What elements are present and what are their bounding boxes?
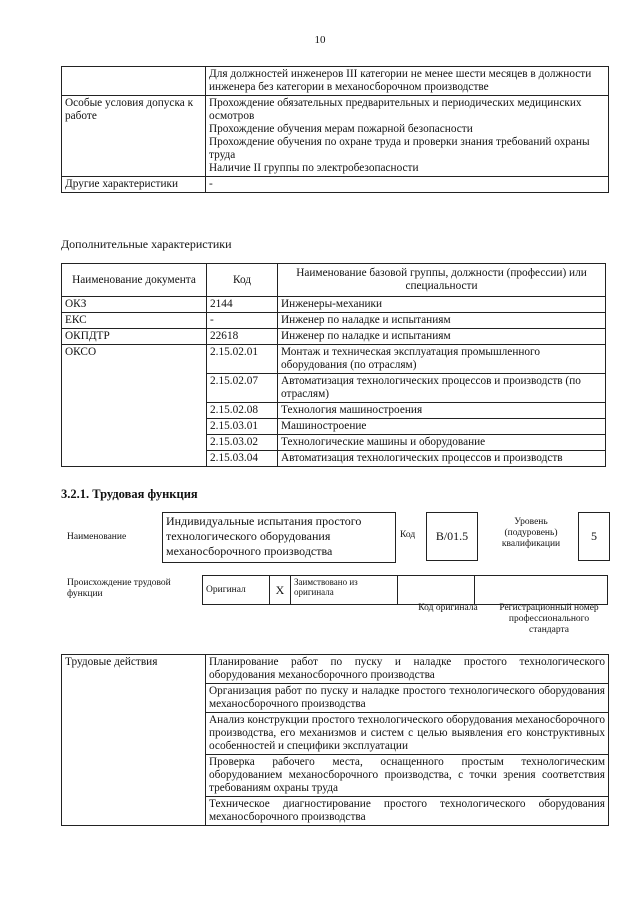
action-item: Проверка рабочего места, оснащенного простым технологическим оборудованием механосборочного производства, с точки зрения соответствия требованиям охраны труда [206,755,609,797]
row-line: Наличие II группы по электробезопасности [209,162,419,174]
cell-name: Инженер по наладке и испытаниям [278,313,606,329]
original-cell: Оригинал [203,576,270,605]
cell-doc: ОКЗ [62,297,207,313]
level-box: 5 [578,512,610,561]
row-label [62,67,206,96]
cell-code: 2.15.02.08 [207,403,278,419]
row-line: Для должностей инженеров III категории не менее шести месяцев в должности инженера без категории в механосборочном производстве [209,68,592,93]
level-label: Уровень (подуровень) квалификации [501,517,561,549]
reg-number-label: Регистрационный номер профессионального стандарта [499,603,599,635]
cell-code: 2.15.02.07 [207,374,278,403]
row-line: - [209,178,213,190]
row-value [206,67,609,96]
cell-name: Машиностроение [278,419,606,435]
code-original-label: Код оригинала [418,603,478,613]
action-item: Анализ конструкции простого технологического оборудования механосборочного производства, его механизмов и систем с целью выявления его конструктивных особенностей и специфики эксплуатации [206,713,609,755]
cell-doc: ОКПДТР [62,329,207,345]
header-doc: Наименование документа [62,264,207,297]
actions-label: Трудовые действия [62,655,206,826]
row-value [206,96,609,177]
reg-number-cell [475,576,608,605]
cell-doc: ОКСО [62,345,207,467]
header-code: Код [207,264,278,297]
cell-name: Технология машиностроения [278,403,606,419]
cell-name: Инженеры-механики [278,297,606,313]
actions-table [61,654,609,826]
cell-code: 2.15.03.01 [207,419,278,435]
function-name-box: Индивидуальные испытания простого технологического оборудования механосборочного производства [162,512,396,563]
action-item: Планирование работ по пуску и наладке простого технологического оборудования механосборочного производства [206,655,609,684]
row-label: Особые условия допуска к работе [62,96,206,177]
requirements-table [61,66,609,193]
table-row [62,329,606,345]
table-row [62,67,609,96]
page-number: 10 [314,34,326,46]
row-line: Прохождение обучения по охране труда и проверки знания требований охраны труда [209,136,590,161]
cell-name: Автоматизация технологических процессов и производств (по отраслям) [278,374,606,403]
cell-code: 2.15.03.02 [207,435,278,451]
table-row [62,345,606,374]
cell-code: 22618 [207,329,278,345]
table-row [62,297,606,313]
row-line: Прохождение обязательных предварительных и периодических медицинских осмотров [209,97,582,122]
additional-table [61,263,606,467]
origin-table [202,575,608,605]
header-name: Наименование базовой группы, должности (профессии) или специальности [278,264,606,297]
table-row [62,96,609,177]
row-label: Другие характеристики [62,177,206,193]
cell-name: Монтаж и техническая эксплуатация промышленного оборудования (по отраслям) [278,345,606,374]
action-item: Техническое диагностирование простого технологического оборудования механосборочного производства [206,797,609,826]
origin-label: Происхождение трудовой функции [67,578,171,599]
table-row [62,313,606,329]
cell-name: Технологические машины и оборудование [278,435,606,451]
cell-doc: ЕКС [62,313,207,329]
table-header-row [62,264,606,297]
cell-code: 2144 [207,297,278,313]
cell-code: 2.15.03.04 [207,451,278,467]
code-label: Код [400,530,416,540]
cell-name: Инженер по наладке и испытаниям [278,329,606,345]
cell-code: - [207,313,278,329]
row-value [206,177,609,193]
row-line: Прохождение обучения мерам пожарной безопасности [209,123,473,135]
original-mark: X [270,576,291,605]
table-row [62,655,609,684]
cell-code: 2.15.02.01 [207,345,278,374]
name-label: Наименование [67,532,127,542]
cell-name: Автоматизация технологических процессов и производств [278,451,606,467]
borrowed-cell: Заимствовано из оригинала [291,576,398,605]
code-original-cell [398,576,475,605]
section-title: Дополнительные характеристики [61,237,232,251]
table-row [62,177,609,193]
action-item: Организация работ по пуску и наладке простого технологического оборудования механосборочного производства [206,684,609,713]
function-heading: 3.2.1. Трудовая функция [61,487,198,501]
table-row [203,576,608,605]
code-box: B/01.5 [426,512,478,561]
